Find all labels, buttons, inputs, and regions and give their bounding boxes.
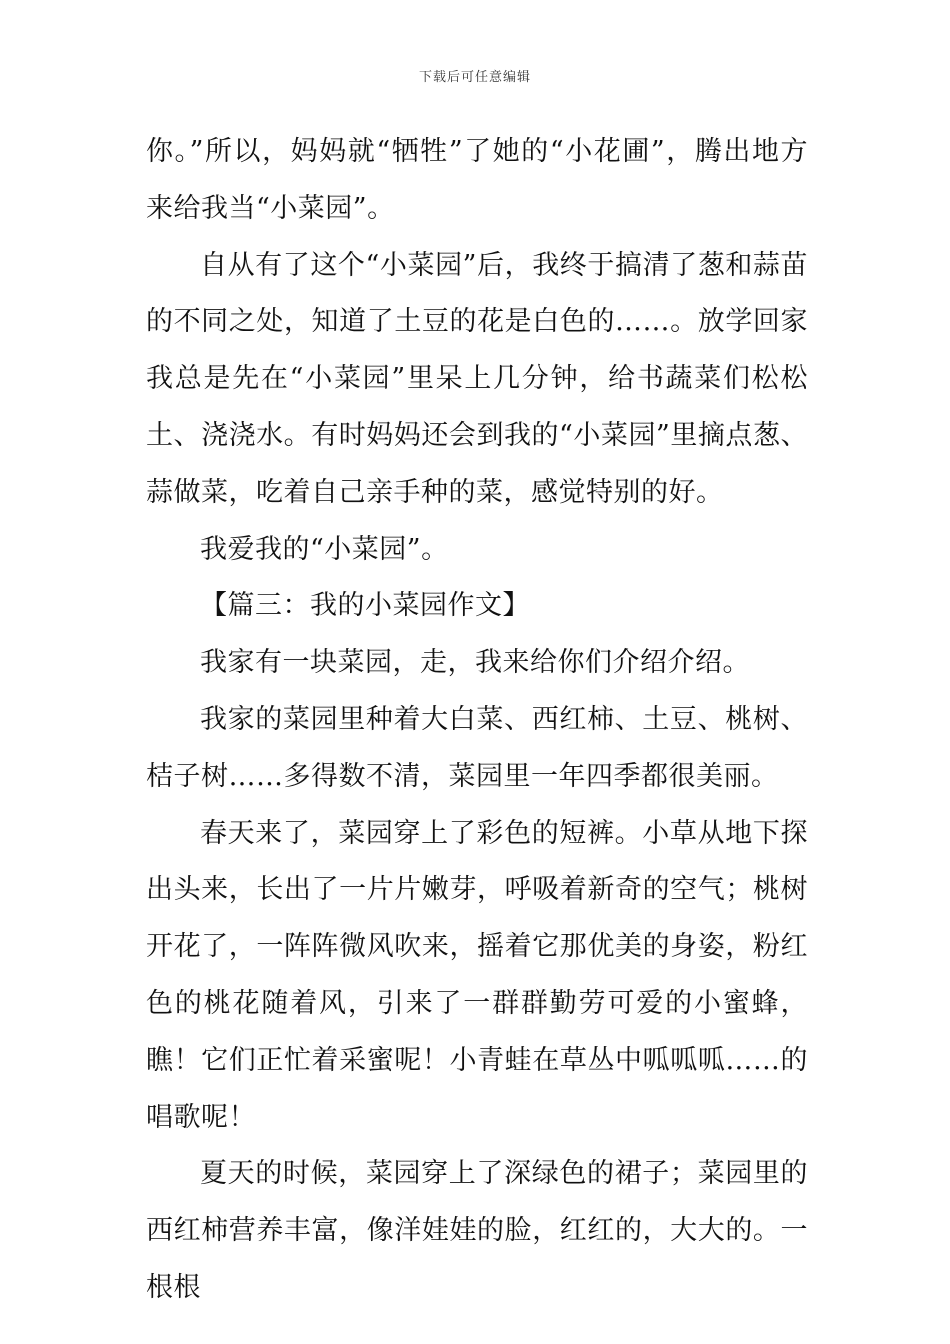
paragraph: 夏天的时候，菜园穿上了深绿色的裙子；菜园里的西红柿营养丰富，像洋娃娃的脸，红红的，大大的。一根根	[146, 1158, 808, 1303]
paragraph: 我家有一块菜园，走，我来给你们介绍介绍。	[200, 647, 750, 679]
document-body	[146, 124, 808, 1317]
paragraph: 我家的菜园里种着大白菜、西红柿、土豆、桃树、桔子树……多得数不清，菜园里一年四季都很美丽。	[146, 703, 808, 792]
paragraph: 春天来了，菜园穿上了彩色的短裤。小草从地下探出头来，长出了一片片嫩芽，呼吸着新奇的空气；桃树开花了，一阵阵微风吹来，摇着它那优美的身姿，粉红色的桃花随着风，引来了一群群勤劳可爱的小蜜蜂，瞧！它们正忙着采蜜呢！小青蛙在草丛中呱呱呱……的唱歌呢！	[146, 817, 808, 1133]
page-header: 下载后可任意编辑	[418, 70, 531, 85]
paragraph: 自从有了这个“小菜园”后，我终于搞清了葱和蒜苗的不同之处，知道了土豆的花是白色的……。放学回家我总是先在“小菜园”里呆上几分钟，给书蔬菜们松松土、浇浇水。有时妈妈还会到我的“小菜园”里摘点葱、蒜做菜，吃着自己亲手种的菜，感觉特别的好。	[146, 249, 808, 508]
section-heading: 【篇三：我的小菜园作文】	[200, 590, 530, 622]
paragraph: 我爱我的“小菜园”。	[200, 533, 449, 565]
paragraph-continuation: 你。”所以，妈妈就“牺牲”了她的“小花圃”，腾出地方来给我当“小菜园”。	[146, 136, 808, 224]
